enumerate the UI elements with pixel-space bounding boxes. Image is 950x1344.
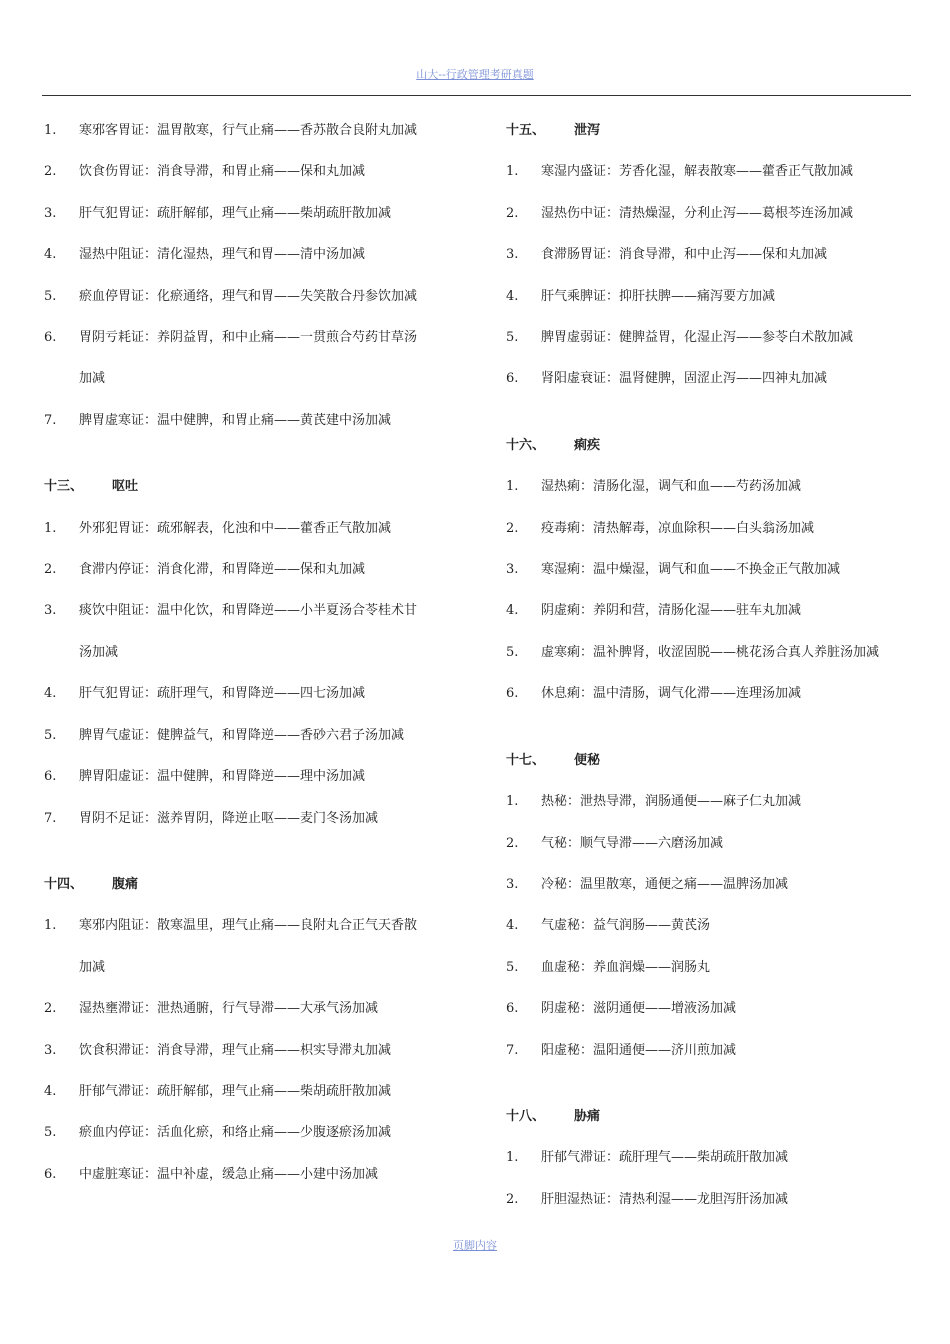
item-number: 5. bbox=[44, 288, 57, 304]
list-section-17 bbox=[506, 781, 916, 1071]
item-text: 肝气犯胃证：疏肝解郁，理气止痛——柴胡疏肝散加减 bbox=[79, 205, 392, 221]
item-text: 脾胃阳虚证：温中健脾，和胃降逆——理中汤加减 bbox=[79, 769, 366, 785]
list-item bbox=[506, 151, 916, 192]
item-number: 4. bbox=[506, 288, 519, 304]
item-text: 痰饮中阻证：温中化饮，和胃降逆——小半夏汤合苓桂术甘 bbox=[79, 603, 418, 619]
section-title: 胁痛 bbox=[574, 1108, 601, 1124]
item-text: 脾胃虚寒证：温中健脾，和胃止痛——黄芪建中汤加减 bbox=[79, 412, 392, 428]
left-column bbox=[44, 110, 464, 1195]
item-text: 瘀血内停证：活血化瘀，和络止痛——少腹逐瘀汤加减 bbox=[79, 1125, 392, 1141]
item-continuation: 加减 bbox=[79, 371, 106, 387]
item-number: 4. bbox=[44, 247, 57, 263]
item-text: 气虚秘：益气润肠——黄芪汤 bbox=[541, 918, 711, 934]
item-text: 湿热中阻证：清化湿热，理气和胃——清中汤加减 bbox=[79, 247, 366, 263]
list-item bbox=[506, 988, 916, 1029]
list-section-18 bbox=[506, 1137, 916, 1220]
section-number: 十四、 bbox=[44, 876, 84, 892]
list-item bbox=[44, 234, 464, 275]
item-text: 阳虚秘：温阳通便——济川煎加减 bbox=[541, 1042, 737, 1058]
list-item bbox=[44, 193, 464, 234]
list-item bbox=[506, 590, 916, 631]
list-item bbox=[506, 508, 916, 549]
item-number: 4. bbox=[506, 918, 519, 934]
item-number: 1. bbox=[506, 794, 519, 810]
item-number: 7. bbox=[506, 1042, 519, 1058]
item-number: 6. bbox=[506, 686, 519, 702]
item-number: 6. bbox=[506, 371, 519, 387]
item-text: 食滞肠胃证：消食导滞，和中止泻——保和丸加减 bbox=[541, 247, 828, 263]
list-item bbox=[44, 276, 464, 317]
item-text: 肝气犯胃证：疏肝理气，和胃降逆——四七汤加减 bbox=[79, 686, 366, 702]
list-item bbox=[44, 988, 464, 1029]
list-item bbox=[44, 110, 464, 151]
item-number: 5. bbox=[506, 644, 519, 660]
section-number: 十六、 bbox=[506, 437, 546, 453]
item-text: 疫毒痢：清热解毒，凉血除积——白头翁汤加减 bbox=[541, 520, 815, 536]
item-number: 6. bbox=[506, 1001, 519, 1017]
list-item bbox=[506, 632, 916, 673]
item-text: 寒湿内盛证：芳香化湿，解表散寒——藿香正气散加减 bbox=[541, 164, 854, 180]
list-item bbox=[506, 466, 916, 507]
list-item bbox=[506, 905, 916, 946]
item-text: 阴虚秘：滋阴通便——增液汤加减 bbox=[541, 1001, 737, 1017]
item-text: 肝郁气滞证：疏肝解郁，理气止痛——柴胡疏肝散加减 bbox=[79, 1083, 392, 1099]
item-text: 冷秘：温里散寒，通便之痛——温脾汤加减 bbox=[541, 876, 789, 892]
item-text: 热秘：泄热导滞，润肠通便——麻子仁丸加减 bbox=[541, 794, 802, 810]
item-number: 3. bbox=[44, 1042, 57, 1058]
item-number: 2. bbox=[506, 520, 519, 536]
section-17-heading bbox=[506, 740, 916, 781]
list-item bbox=[44, 673, 464, 714]
list-item bbox=[506, 673, 916, 714]
item-number: 1. bbox=[44, 520, 57, 536]
list-item bbox=[506, 1030, 916, 1071]
item-text: 寒邪客胃证：温胃散寒，行气止痛——香苏散合良附丸加减 bbox=[79, 123, 418, 138]
list-item bbox=[44, 1154, 464, 1195]
item-text: 中虚脏寒证：温中补虚，缓急止痛——小建中汤加减 bbox=[79, 1166, 379, 1182]
list-item bbox=[506, 947, 916, 988]
list-item bbox=[44, 1071, 464, 1112]
list-item bbox=[44, 151, 464, 192]
item-number: 5. bbox=[506, 330, 519, 346]
section-16-heading bbox=[506, 425, 916, 466]
item-text: 肝气乘脾证：抑肝扶脾——痛泻要方加减 bbox=[541, 288, 776, 304]
item-number: 3. bbox=[506, 247, 519, 263]
item-text: 肝郁气滞证：疏肝理气——柴胡疏肝散加减 bbox=[541, 1150, 789, 1166]
list-section-13 bbox=[44, 508, 464, 839]
item-number: 3. bbox=[44, 603, 57, 619]
item-text: 肾阳虚衰证：温肾健脾，固涩止泻——四神丸加减 bbox=[541, 371, 828, 387]
list-item bbox=[506, 317, 916, 358]
item-number: 5. bbox=[506, 959, 519, 975]
list-section-14 bbox=[44, 905, 464, 1195]
item-number: 1. bbox=[44, 918, 57, 934]
right-column bbox=[506, 110, 916, 1220]
item-number: 2. bbox=[44, 1001, 57, 1017]
section-14-heading bbox=[44, 864, 464, 905]
item-number: 2. bbox=[506, 835, 519, 851]
item-continuation: 加减 bbox=[79, 959, 106, 975]
section-number: 十三、 bbox=[44, 479, 84, 495]
item-number: 4. bbox=[44, 1083, 57, 1099]
list-section-15 bbox=[506, 151, 916, 399]
section-title: 泄泻 bbox=[574, 123, 601, 138]
list-item bbox=[506, 234, 916, 275]
section-title: 腹痛 bbox=[112, 876, 139, 892]
item-number: 2. bbox=[506, 1191, 519, 1207]
list-item bbox=[44, 317, 464, 358]
list-item bbox=[44, 798, 464, 839]
item-number: 3. bbox=[506, 876, 519, 892]
item-text: 胃阴不足证：滋养胃阴，降逆止呕——麦门冬汤加减 bbox=[79, 810, 379, 826]
list-item bbox=[44, 400, 464, 441]
item-number: 1. bbox=[506, 1150, 519, 1166]
item-text: 肝胆湿热证：清热利湿——龙胆泻肝汤加减 bbox=[541, 1191, 789, 1207]
item-text: 阴虚痢：养阴和营，清肠化湿——驻车丸加减 bbox=[541, 603, 802, 619]
section-15-heading bbox=[506, 110, 916, 151]
section-number: 十五、 bbox=[506, 123, 546, 138]
item-text: 饮食积滞证：消食导滞，理气止痛——枳实导滞丸加减 bbox=[79, 1042, 392, 1058]
item-number: 7. bbox=[44, 412, 57, 428]
section-number: 十七、 bbox=[506, 752, 546, 768]
list-item bbox=[506, 193, 916, 234]
item-continuation: 汤加减 bbox=[79, 644, 119, 660]
list-item bbox=[506, 549, 916, 590]
list-item bbox=[44, 508, 464, 549]
item-text: 血虚秘：养血润燥——润肠丸 bbox=[541, 959, 711, 975]
list-item bbox=[44, 549, 464, 590]
item-number: 6. bbox=[44, 1166, 57, 1182]
item-number: 7. bbox=[44, 810, 57, 826]
item-text: 脾胃气虚证：健脾益气，和胃降逆——香砂六君子汤加减 bbox=[79, 727, 405, 743]
section-18-heading bbox=[506, 1096, 916, 1137]
item-text: 寒邪内阻证：散寒温里，理气止痛——良附丸合正气天香散 bbox=[79, 918, 418, 934]
item-number: 6. bbox=[44, 769, 57, 785]
item-text: 湿热壅滞证：泄热通腑，行气导滞——大承气汤加减 bbox=[79, 1001, 379, 1017]
item-text: 饮食伤胃证：消食导滞，和胃止痛——保和丸加减 bbox=[79, 164, 366, 180]
item-number: 1. bbox=[506, 164, 519, 180]
item-text: 休息痢：温中清肠，调气化滞——连理汤加减 bbox=[541, 686, 802, 702]
list-section-16 bbox=[506, 466, 916, 714]
list-item bbox=[44, 1030, 464, 1071]
page-header[interactable]: 山大--行政管理考研真题 bbox=[416, 68, 534, 81]
item-number: 3. bbox=[44, 205, 57, 221]
page-footer[interactable]: 页脚内容 bbox=[453, 1239, 497, 1252]
section-number: 十八、 bbox=[506, 1108, 546, 1124]
item-text: 湿热伤中证：清热燥湿，分利止泻——葛根芩连汤加减 bbox=[541, 205, 854, 221]
list-item bbox=[44, 715, 464, 756]
section-title: 痢疾 bbox=[574, 437, 601, 453]
item-number: 2. bbox=[44, 164, 57, 180]
list-intro bbox=[44, 110, 464, 441]
item-number: 4. bbox=[506, 603, 519, 619]
list-item bbox=[44, 756, 464, 797]
item-text: 食滞内停证：消食化滞，和胃降逆——保和丸加减 bbox=[79, 562, 366, 578]
item-number: 4. bbox=[44, 686, 57, 702]
list-item bbox=[506, 864, 916, 905]
item-text: 湿热痢：清肠化湿，调气和血——芍药汤加减 bbox=[541, 479, 802, 495]
item-text: 瘀血停胃证：化瘀通络，理气和胃——失笑散合丹参饮加减 bbox=[79, 288, 418, 304]
section-13-heading bbox=[44, 466, 464, 507]
item-number: 1. bbox=[506, 479, 519, 495]
item-text: 胃阴亏耗证：养阴益胃，和中止痛——一贯煎合芍药甘草汤 bbox=[79, 330, 418, 346]
item-number: 2. bbox=[506, 205, 519, 221]
list-item bbox=[506, 1137, 916, 1178]
item-text: 虚寒痢：温补脾肾，收涩固脱——桃花汤合真人养脏汤加减 bbox=[541, 644, 880, 660]
item-text: 气秘：顺气导滞——六磨汤加减 bbox=[541, 835, 724, 851]
item-number: 5. bbox=[44, 1125, 57, 1141]
list-item bbox=[506, 1179, 916, 1220]
item-number: 2. bbox=[44, 562, 57, 578]
list-item bbox=[506, 358, 916, 399]
item-number: 1. bbox=[44, 123, 57, 138]
item-text: 寒湿痢：温中燥湿，调气和血——不换金正气散加减 bbox=[541, 562, 841, 578]
list-item bbox=[44, 590, 464, 631]
list-item bbox=[506, 276, 916, 317]
list-item bbox=[506, 781, 916, 822]
list-item bbox=[44, 905, 464, 946]
item-number: 3. bbox=[506, 562, 519, 578]
item-number: 5. bbox=[44, 727, 57, 743]
item-text: 外邪犯胃证：疏邪解表，化浊和中——藿香正气散加减 bbox=[79, 520, 392, 536]
list-item bbox=[506, 823, 916, 864]
header-rule bbox=[42, 95, 911, 96]
item-text: 脾胃虚弱证：健脾益胃，化湿止泻——参苓白术散加减 bbox=[541, 330, 854, 346]
section-title: 便秘 bbox=[574, 752, 601, 768]
section-title: 呕吐 bbox=[112, 479, 139, 495]
list-item bbox=[44, 1112, 464, 1153]
item-number: 6. bbox=[44, 330, 57, 346]
